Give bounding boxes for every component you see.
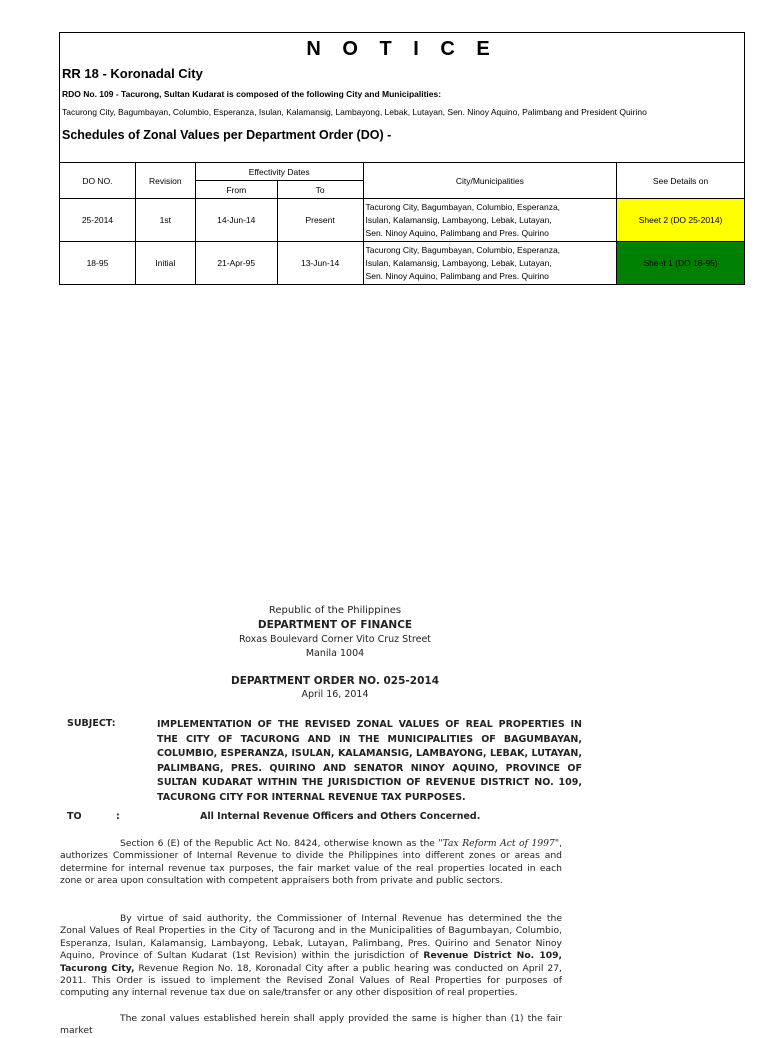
- paragraph-1-text-2: , authorizes Commissioner of Internal Revenue to divide the Philippines into different zones or areas and determine for internal revenue tax purposes, the fair market value of the real properties located in each zone or area upon consultation with competent appraisers both from private and public sectors.: [60, 838, 562, 887]
- rdo-line: RDO No. 109 - Tacurong, Sultan Kudarat is composed of the following City and Municipalities:: [62, 89, 442, 99]
- header-effectivity: Effectivity Dates: [195, 163, 363, 181]
- cell-revision: Initial: [135, 242, 195, 285]
- cell-city: [363, 199, 617, 242]
- order-number: DEPARTMENT ORDER NO. 025-2014: [230, 675, 440, 687]
- subject-label: SUBJECT:: [67, 718, 116, 729]
- notice-title: N O T I C E: [306, 38, 498, 60]
- header-from: From: [195, 181, 277, 199]
- table-row: [60, 242, 745, 285]
- cell-city-line: Tacurong City, Bagumbayan, Columbio, Esperanza,: [365, 201, 561, 212]
- cell-details-link[interactable]: Sheet 1 (DO 18-95): [617, 242, 745, 285]
- header-revision: Revision: [135, 163, 195, 199]
- paragraph-2-bold: Revenue District No. 109, Tacurong City,: [60, 950, 562, 974]
- cell-to: 13-Jun-14: [277, 242, 363, 285]
- schedules-title-suffix: -: [383, 128, 392, 142]
- department-heading: DEPARTMENT OF FINANCE: [257, 619, 413, 631]
- address-line-2: Manila 1004: [305, 648, 365, 659]
- cell-to: Present: [277, 199, 363, 242]
- paragraph-3: The zonal values established herein shall apply provided the same is higher than (1) the fair market: [60, 1013, 562, 1037]
- cell-do-no: 18-95: [60, 242, 136, 285]
- cell-city-line: Tacurong City, Bagumbayan, Columbio, Esperanza,: [365, 244, 561, 255]
- table-header-row: [60, 163, 745, 181]
- paragraph-1-text: Section 6 (E) of the Republic Act No. 8424, otherwise known as the: [120, 838, 439, 849]
- subject-text: IMPLEMENTATION OF THE REVISED ZONAL VALUES OF REAL PROPERTIES IN THE CITY OF TACURONG AND IN THE MUNICIPALITIES OF BAGUMBAYAN, COLUMBIO, ESPERANZA, ISULAN, KALAMANSIG, LAMBAYONG, LEBAK, LUTAYAN, PALIMBANG, PRES. QUIRINO AND SENATOR NINOY AQUINO, PROVINCE OF SULTAN KUDARAT WITHIN THE JURISDICTION OF REVENUE DISTRICT NO. 109, TACURONG CITY FOR INTERNAL REVENUE TAX PURPOSES.: [157, 719, 582, 803]
- to-label: TO: [67, 811, 82, 822]
- schedules-title: [60, 128, 744, 148]
- revenue-region-line: RR 18 - Koronadal City: [62, 66, 203, 81]
- cell-details-link[interactable]: Sheet 2 (DO 25-2014): [617, 199, 745, 242]
- header-to: To: [277, 181, 363, 199]
- paragraph-1-italic: "Tax Reform Act of 1997": [438, 838, 560, 849]
- notice-sheet: [59, 32, 745, 285]
- department-order-table: [59, 162, 745, 285]
- header-details: See Details on: [617, 163, 745, 199]
- order-date: April 16, 2014: [301, 689, 369, 700]
- header-do-no: DO NO.: [60, 163, 136, 199]
- table-row: [60, 199, 745, 242]
- paragraph-2-text: By virtue of said authority, the Commissioner of Internal Revenue has determined the the Zonal Values of Real Properties in the City of Tacurong and in the Municipalities of Bagumbayan, Columbio, Esperanza, Isulan, Kalamansig, Lambayong, Lebak, Lutayan, Palimbang, Pres. Quirino and Senator Ninoy Aquino, Province of Sultan Kudarat (1st Revision) within the jurisdiction of: [60, 913, 562, 962]
- paragraph-1: [60, 838, 562, 888]
- cell-city: [363, 242, 617, 285]
- header-city: City/Municipalities: [363, 163, 617, 199]
- cell-from: 14-Jun-14: [195, 199, 277, 242]
- cell-city-line: Isulan, Kalamansig, Lambayong, Lebak, Lutayan,: [365, 214, 552, 225]
- paragraph-2: [60, 913, 562, 1000]
- cell-revision: 1st: [135, 199, 195, 242]
- to-recipients: All Internal Revenue Officers and Others Concerned.: [200, 811, 481, 822]
- cell-city-line: Sen. Ninoy Aquino, Palimbang and Pres. Quirino: [365, 227, 549, 238]
- address-line-1: Roxas Boulevard Corner Vito Cruz Street: [238, 634, 432, 645]
- cell-from: 21-Apr-95: [195, 242, 277, 285]
- schedules-title-text: Schedules of Zonal Values per Department Order (DO): [62, 128, 384, 142]
- municipalities-line: Tacurong City, Bagumbayan, Columbio, Esperanza, Isulan, Kalamansig, Lambayong, Lebak, Lutayan, Sen. Ninoy Aquino, Palimbang and President Quirino: [62, 107, 647, 117]
- cell-city-line: Sen. Ninoy Aquino, Palimbang and Pres. Quirino: [365, 270, 549, 281]
- republic-heading: Republic of the Philippines: [268, 605, 402, 616]
- to-colon: :: [116, 811, 120, 822]
- cell-city-line: Isulan, Kalamansig, Lambayong, Lebak, Lutayan,: [365, 257, 552, 268]
- cell-do-no: 25-2014: [60, 199, 136, 242]
- paragraph-2-text-2: Revenue Region No. 18, Koronadal City after a public hearing was conducted on April 27, 2011. This Order is issued to implement the Revised Zonal Values of Real Properties for purposes of computing any internal revenue tax due on sale/transfer or any other disposition of real properties.: [60, 962, 562, 999]
